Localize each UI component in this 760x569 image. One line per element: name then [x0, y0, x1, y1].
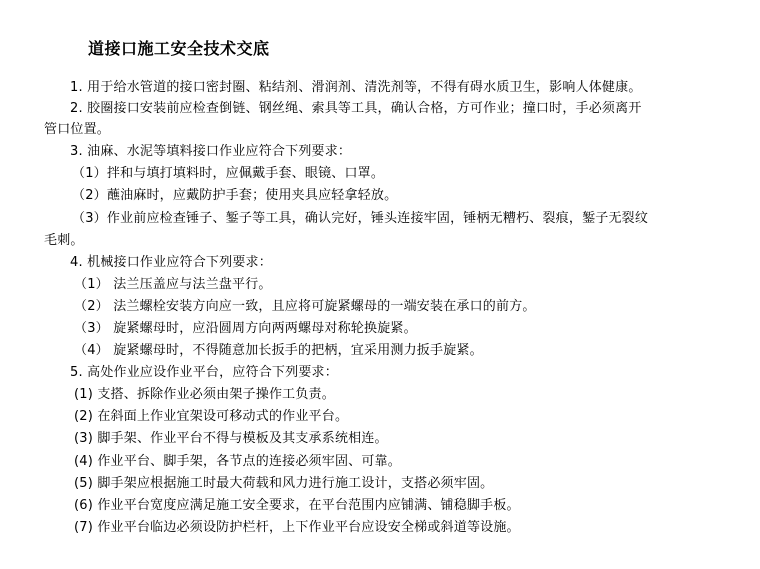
text-line: （1）拌和与填打填料时，应佩戴手套、眼镜、口罩。 — [72, 166, 385, 181]
text-line: (6) 作业平台宽度应满足施工安全要求，在平台范围内应铺满、铺稳脚手板。 — [74, 498, 520, 513]
text-line: 3. 油麻、水泥等填料接口作业应符合下列要求： — [70, 144, 352, 159]
text-line: (2) 在斜面上作业宜架设可移动式的作业平台。 — [74, 409, 349, 424]
text-line: （3）作业前应检查锤子、錾子等工具，确认完好，锤头连接牢固，锤柄无糟朽、裂痕，錾子无裂纹 — [72, 211, 649, 226]
text-line: 1. 用于给水管道的接口密封圈、粘结剂、滑润剂、清洗剂等，不得有碍水质卫生，影响人体健康。 — [70, 80, 642, 95]
text-line: 5. 高处作业应设作业平台，应符合下列要求： — [70, 365, 338, 380]
text-line: (4) 作业平台、脚手架，各节点的连接必须牢固、可靠。 — [74, 454, 401, 469]
text-line: （4） 旋紧螺母时，不得随意加长扳手的把柄，宜采用测力扳手旋紧。 — [74, 343, 483, 358]
text-line: (5) 脚手架应根据施工时最大荷载和风力进行施工设计，支搭必须牢固。 — [74, 476, 494, 491]
text-line: 4. 机械接口作业应符合下列要求： — [70, 255, 272, 270]
text-line: （2）蘸油麻时，应戴防护手套；使用夹具应轻拿轻放。 — [72, 188, 398, 203]
text-line: （2） 法兰螺栓安装方向应一致，且应将可旋紧螺母的一端安装在承口的前方。 — [74, 299, 536, 314]
document-title: 道接口施工安全技术交底 — [88, 39, 270, 58]
text-line: (7) 作业平台临边必须设防护栏杆，上下作业平台应设安全梯或斜道等设施。 — [74, 520, 520, 535]
text-line: (3) 脚手架、作业平台不得与模板及其支承系统相连。 — [74, 431, 388, 446]
text-line: 毛刺。 — [44, 233, 84, 248]
text-line: （3） 旋紧螺母时，应沿圆周方向两两螺母对称轮换旋紧。 — [74, 321, 417, 336]
text-line: （1） 法兰压盖应与法兰盘平行。 — [74, 277, 272, 292]
text-line: 2. 胶圈接口安装前应检查倒链、钢丝绳、索具等工具，确认合格，方可作业；撞口时，手必须离开 — [70, 101, 642, 116]
text-line: (1) 支搭、拆除作业必须由架子操作工负责。 — [74, 387, 335, 402]
text-line: 管口位置。 — [44, 122, 111, 137]
